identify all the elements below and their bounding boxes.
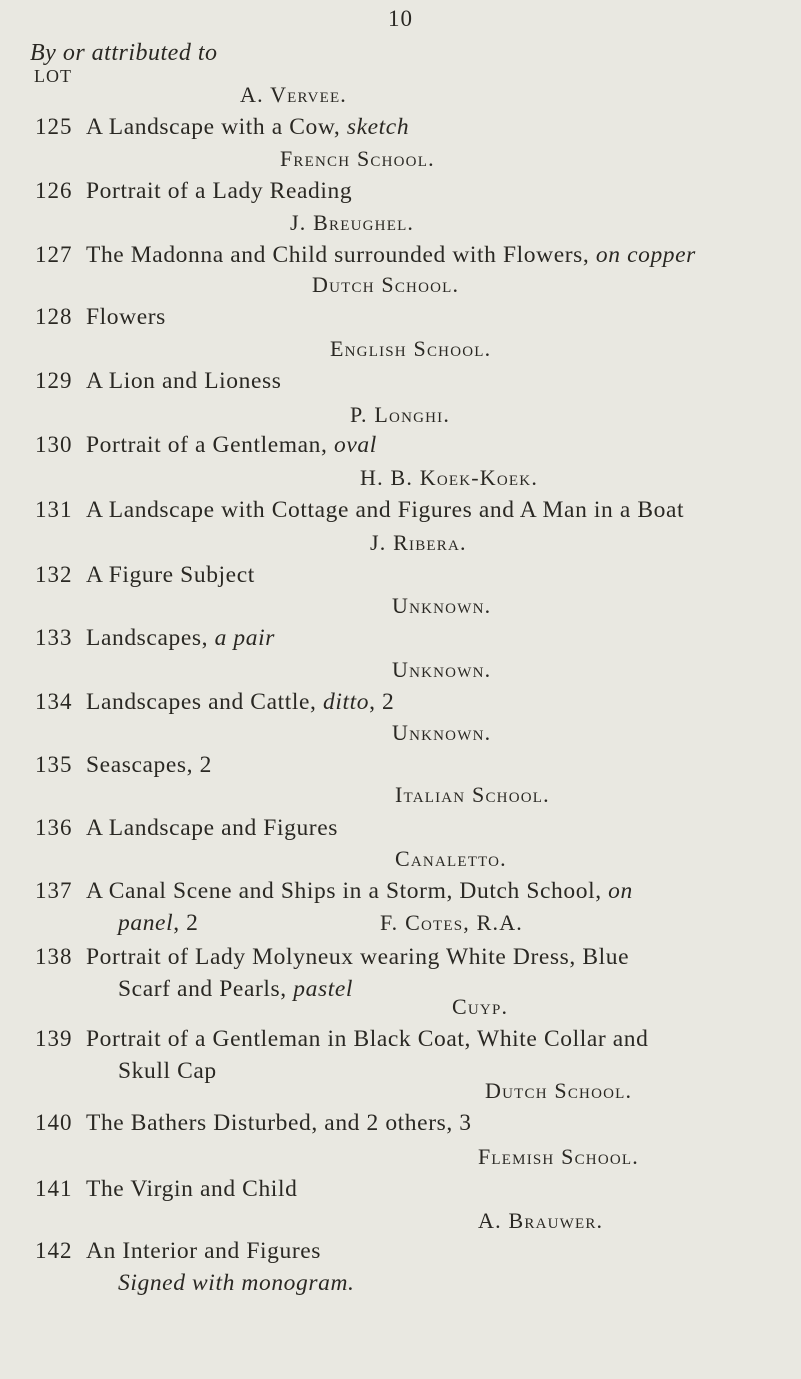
lot-title — [86, 432, 377, 459]
lot-number: 130 — [35, 432, 73, 457]
lot-title — [86, 1026, 648, 1053]
lot-title-text: A Canal Scene and Ships in a Storm, Dutch School, — [86, 878, 609, 904]
lot-title — [86, 752, 212, 779]
lot-continuation-suffix: , 2 — [173, 910, 199, 936]
lot-artist: Cuyp. — [452, 994, 509, 1019]
lot-signature-note: Signed with monogram. — [118, 1270, 355, 1296]
lot-title-text: Portrait of a Lady Reading — [86, 178, 353, 204]
lot-artist: Unknown. — [392, 720, 492, 745]
lot-title-text: A Landscape with a Cow, — [86, 114, 347, 140]
lot-artist: H. B. Koek-Koek. — [360, 465, 539, 490]
lot-title-text: Portrait of a Gentleman in Black Coat, White Collar and — [86, 1026, 649, 1052]
lot-title-text: Landscapes, — [86, 625, 215, 651]
lot-title-text: Portrait of Lady Molyneux wearing White Dress, Blue — [86, 944, 630, 970]
lot-title — [86, 878, 633, 905]
lot-artist: F. Cotes, R.A. — [380, 910, 524, 935]
lot-title-text: A Landscape and Figures — [86, 815, 339, 841]
lot-title — [86, 815, 338, 842]
lot-artist: A. Brauwer. — [478, 1208, 604, 1233]
lot-title — [86, 944, 629, 971]
lot-title-text: Seascapes, 2 — [86, 752, 212, 778]
lot-title-italic: a pair — [214, 625, 275, 651]
lot-continuation-text: Scarf and Pearls, — [118, 976, 294, 1002]
lot-title-text: An Interior and Figures — [86, 1238, 322, 1264]
lot-artist: A. Vervee. — [240, 82, 348, 107]
lot-number: 139 — [35, 1026, 73, 1051]
lot-title — [86, 562, 255, 589]
section-heading: By or attributed to — [30, 40, 218, 66]
lot-title-text: Flowers — [86, 304, 166, 330]
lot-artist: P. Longhi. — [350, 402, 451, 427]
lot-title — [86, 114, 409, 141]
lot-artist: Flemish School. — [478, 1144, 639, 1169]
lot-title-italic: on copper — [595, 242, 696, 268]
lot-title-italic: ditto — [322, 689, 370, 715]
lot-continuation-italic: panel — [118, 910, 174, 936]
lot-title — [86, 368, 282, 395]
lot-artist: Unknown. — [392, 657, 492, 682]
lot-title-text: A Lion and Lioness — [86, 368, 282, 394]
lot-number: 138 — [35, 944, 73, 969]
lot-title-text: A Figure Subject — [86, 562, 255, 588]
lot-title-text: Landscapes and Cattle, — [86, 689, 323, 715]
lot-number: 131 — [35, 497, 73, 522]
lot-title-italic: oval — [333, 432, 377, 458]
lot-number: 132 — [35, 562, 73, 587]
lot-title-continuation — [118, 910, 199, 937]
lot-number: 142 — [35, 1238, 73, 1263]
lot-title-text: The Bathers Disturbed, and 2 others, 3 — [86, 1110, 472, 1136]
lot-artist: Dutch School. — [485, 1078, 633, 1103]
lot-artist: Unknown. — [392, 593, 492, 618]
lot-title-italic: on — [608, 878, 633, 904]
lot-artist: J. Ribera. — [370, 530, 467, 555]
lot-title-text: A Landscape with Cottage and Figures and A Man in a Boat — [86, 497, 685, 523]
lot-column-label: LOT — [34, 66, 72, 86]
lot-number: 128 — [35, 304, 73, 329]
lot-number: 126 — [35, 178, 73, 203]
lot-number: 136 — [35, 815, 73, 840]
lot-title — [86, 1176, 297, 1203]
lot-artist: Canaletto. — [395, 846, 507, 871]
lot-title-italic: sketch — [346, 114, 410, 140]
lot-title — [86, 1110, 472, 1137]
lot-title-continuation — [118, 976, 353, 1003]
page-number: 10 — [388, 6, 413, 31]
lot-artist: English School. — [330, 336, 492, 361]
lot-artist: French School. — [280, 146, 435, 171]
lot-number: 137 — [35, 878, 73, 903]
lot-artist: J. Breughel. — [290, 210, 415, 235]
lot-title — [86, 242, 696, 269]
lot-continuation-italic: pastel — [293, 976, 353, 1002]
lot-title — [86, 497, 684, 524]
lot-number: 135 — [35, 752, 73, 777]
lot-continuation-text: Skull Cap — [118, 1058, 217, 1084]
lot-number: 133 — [35, 625, 73, 650]
lot-title-text: The Madonna and Child surrounded with Flowers, — [86, 242, 596, 268]
lot-number: 125 — [35, 114, 73, 139]
lot-number: 129 — [35, 368, 73, 393]
lot-title — [86, 625, 275, 652]
lot-number: 127 — [35, 242, 73, 267]
lot-title — [86, 304, 166, 331]
lot-number: 134 — [35, 689, 73, 714]
lot-number: 140 — [35, 1110, 73, 1135]
lot-title-continuation — [118, 1058, 217, 1085]
lot-artist: Italian School. — [395, 782, 550, 807]
lot-title — [86, 1238, 321, 1265]
lot-artist: Dutch School. — [312, 272, 460, 297]
lot-title-text: Portrait of a Gentleman, — [86, 432, 334, 458]
lot-title-text: The Virgin and Child — [86, 1176, 298, 1202]
lot-title-suffix: , 2 — [369, 689, 395, 715]
lot-number: 141 — [35, 1176, 73, 1201]
lot-title — [86, 178, 352, 205]
lot-title — [86, 689, 394, 716]
